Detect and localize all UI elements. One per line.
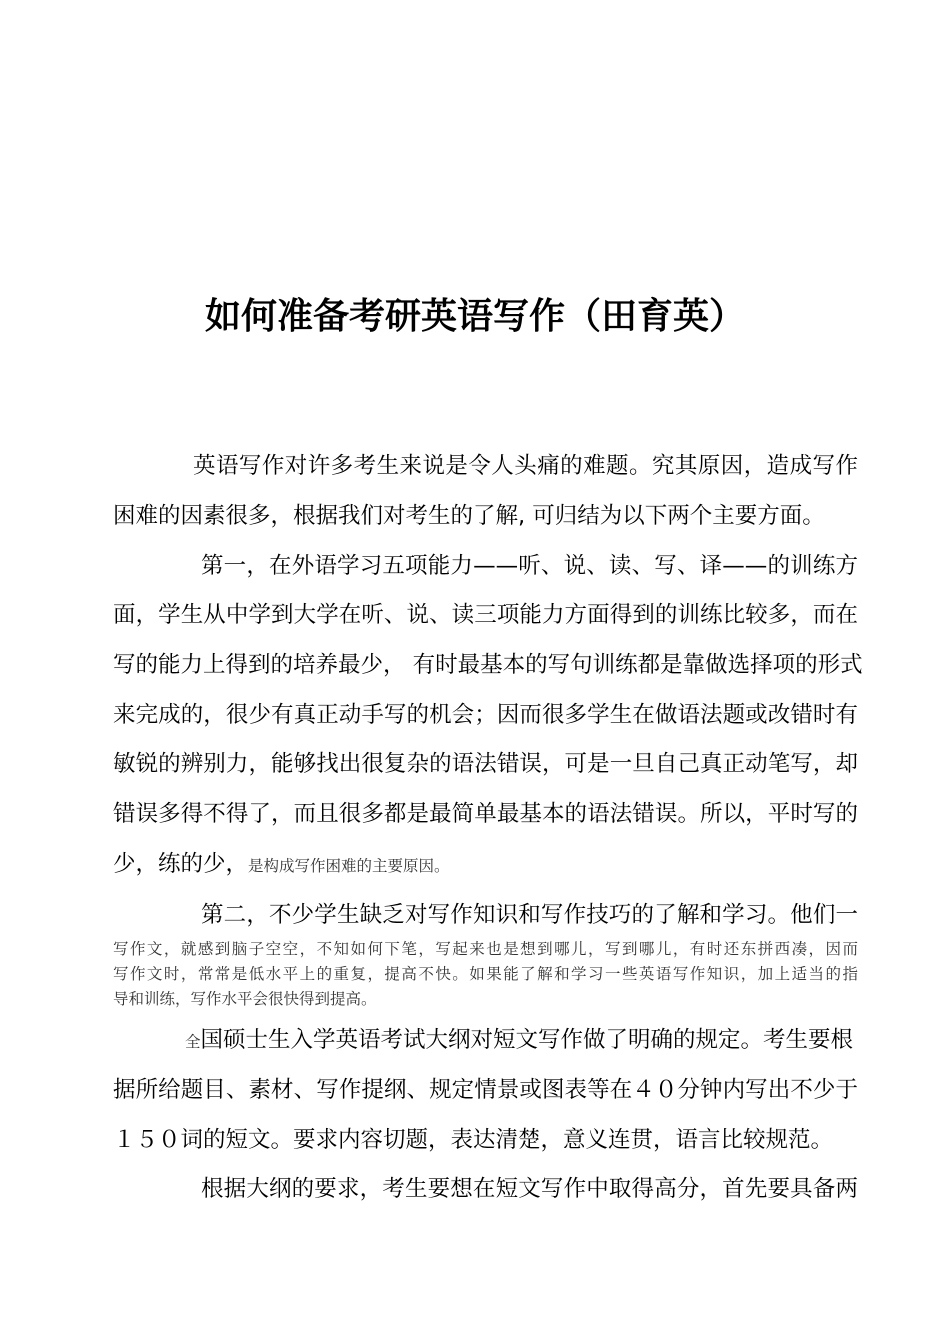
paragraph-2-line-7	[113, 846, 858, 878]
paragraph-3-small-line-2: 写作文时，常常是低水平上的重复，提高不快。如果能了解和学习一些英语写作知识，加上适当的指	[113, 965, 858, 983]
paragraph-2-line-6: 错误多得不得了，而且很多都是最简单最基本的语法错误。所以，平时写的	[113, 801, 858, 827]
paragraph-4-line-3: １５０词的短文。要求内容切题，表达清楚，意义连贯，语言比较规范。	[113, 1127, 834, 1153]
paragraph-2-line-7-small: 是构成写作困难的主要原因。	[248, 857, 450, 875]
page-title: 如何准备考研英语写作（田育英）	[204, 296, 745, 337]
paragraph-3-small-line-1: 写作文，就感到脑子空空，不知如何下笔，写起来也是想到哪儿，写到哪儿，有时还东拼西凑，因而	[113, 940, 858, 958]
paragraph-2-line-5: 敏锐的辨别力，能够找出很复杂的语法错误，可是一旦自己真正动笔写，却	[113, 751, 858, 777]
paragraph-4-line-1	[185, 1022, 858, 1054]
paragraph-4-line-1-main: 国硕士生入学英语考试大纲对短文写作做了明确的规定。考生要根	[200, 1027, 854, 1053]
paragraph-4-line-2: 据所给题目、素材、写作提纲、规定情景或图表等在４０分钟内写出不少于	[113, 1077, 858, 1103]
paragraph-2-line-4: 来完成的，很少有真正动手写的机会；因而很多学生在做语法题或改错时有	[113, 702, 858, 728]
paragraph-1-line-2: 困难的因素很多，根据我们对考生的了解, 可归结为以下两个主要方面。	[113, 503, 825, 529]
paragraph-2-line-3: 写的能力上得到的培养最少， 有时最基本的写句训练都是靠做选择项的形式	[113, 652, 863, 678]
paragraph-3-small-line-3: 导和训练，写作水平会很快得到提高。	[113, 990, 377, 1008]
paragraph-2-line-7-main: 少，练的少，	[113, 851, 249, 877]
paragraph-2-line-1: 第一，在外语学习五项能力——听、说、读、写、译——的训练方	[201, 553, 858, 579]
paragraph-2-line-2: 面，学生从中学到大学在听、说、读三项能力方面得到的训练比较多，而在	[113, 602, 858, 628]
paragraph-1-line-1: 英语写作对许多考生来说是令人头痛的难题。究其原因，造成写作	[193, 453, 858, 479]
paragraph-4-line-1-small: 全	[185, 1033, 201, 1051]
paragraph-3-line-1: 第二，不少学生缺乏对写作知识和写作技巧的了解和学习。他们一	[201, 902, 858, 928]
paragraph-5-line-1: 根据大纲的要求，考生要想在短文写作中取得高分，首先要具备两	[201, 1176, 858, 1202]
